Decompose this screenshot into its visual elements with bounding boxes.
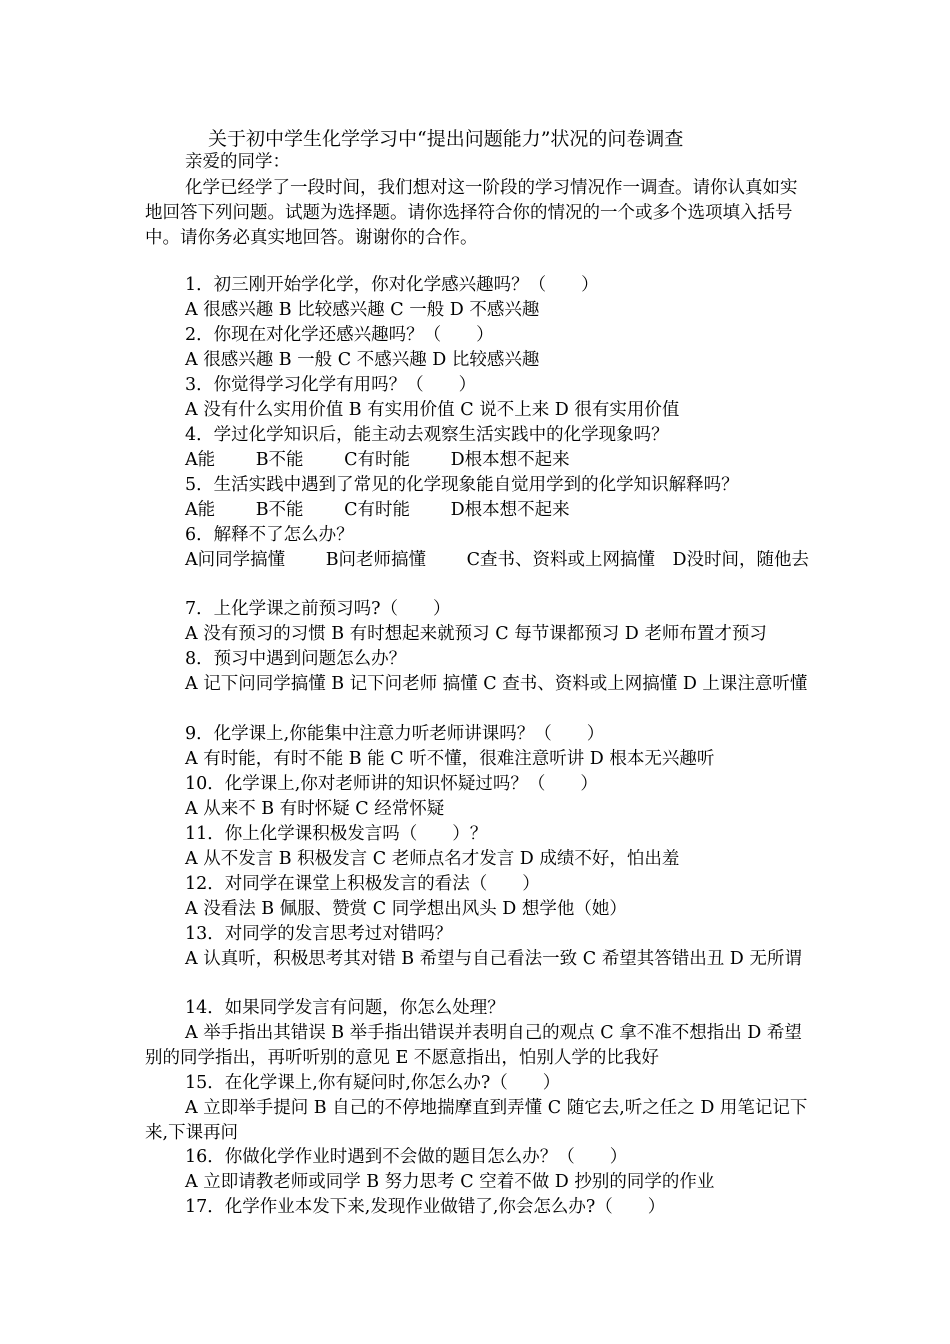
answer-6: A问同学搞懂 B问老师搞懂 C查书、资料或上网搞懂 D没时间，随他去	[185, 550, 810, 570]
question-4: 4．学过化学知识后，能主动去观察生活实践中的化学现象吗？	[185, 425, 669, 445]
answer-3: A 没有什么实用价值 B 有实用价值 C 说不上来 D 很有实用价值	[185, 400, 680, 420]
intro-text: 化学已经学了一段时间，我们想对这一阶段的学习情况作一调查。请你认真如实地回答下列问题。试题为选择题。请你选择符合你的情况的一个或多个选项填入括号中。请你务必真实地回答。谢谢你的合作。	[145, 178, 798, 248]
answer-12: A 没看法 B 佩服、赞赏 C 同学想出风头 D 想学他（她）	[185, 899, 627, 919]
answer-4: A能 B不能 C有时能 D根本想不起来	[185, 450, 570, 470]
question-16: 16．你做化学作业时遇到不会做的题目怎么办？（ ）	[185, 1147, 628, 1167]
answer-13: A 认真听，积极思考其对错 B 希望与自己看法一致 C 希望其答错出丑 D 无所谓	[185, 949, 802, 969]
answer-13-block	[145, 947, 810, 972]
greeting: 亲爱的同学：	[185, 152, 290, 172]
question-9: 9．化学课上,你能集中注意力听老师讲课吗？（ ）	[185, 724, 605, 744]
question-11: 11．你上化学课积极发言吗（ ）？	[185, 824, 488, 844]
document-title: 关于初中学生化学学习中“提出问题能力”状况的问卷调查	[208, 128, 684, 150]
answer-2: A 很感兴趣 B 一般 C 不感兴趣 D 比较感兴趣	[185, 350, 540, 370]
question-3: 3．你觉得学习化学有用吗？（ ）	[185, 375, 477, 395]
question-6: 6．解释不了怎么办？	[185, 525, 354, 545]
answer-15: A 立即举手提问 B 自己的不停地揣摩直到弄懂 C 随它去,听之任之 D 用笔记记下来,下课再问	[145, 1098, 808, 1143]
intro-paragraph	[145, 176, 810, 251]
question-2: 2．你现在对化学还感兴趣吗？（ ）	[185, 325, 494, 345]
answer-14-block	[145, 1021, 810, 1071]
question-10: 10．化学课上,你对老师讲的知识怀疑过吗？（ ）	[185, 774, 598, 794]
question-15: 15．在化学课上,你有疑问时,你怎么办?（ ）	[185, 1073, 561, 1093]
question-13: 13．对同学的发言思考过对错吗？	[185, 924, 453, 944]
question-14: 14．如果同学发言有问题，你怎么处理？	[185, 998, 505, 1018]
answer-16: A 立即请教老师或同学 B 努力思考 C 空着不做 D 抄别的同学的作业	[185, 1172, 715, 1192]
answer-14: A 举手指出其错误 B 举手指出错误并表明自己的观点 C 拿不准不想指出 D 希望别的同学指出，再听听别的意见 E 不愿意指出，怕别人学的比我好	[145, 1023, 802, 1068]
question-12: 12．对同学在课堂上积极发言的看法（ ）	[185, 874, 540, 894]
question-7: 7．上化学课之前预习吗?（ ）	[185, 599, 451, 619]
answer-11: A 从不发言 B 积极发言 C 老师点名才发言 D 成绩不好，怕出羞	[185, 849, 680, 869]
answer-6-block	[145, 548, 810, 573]
question-1: 1．初三刚开始学化学，你对化学感兴趣吗？（ ）	[185, 275, 599, 295]
answer-1: A 很感兴趣 B 比较感兴趣 C 一般 D 不感兴趣	[185, 300, 540, 320]
answer-7: A 没有预习的习惯 B 有时想起来就预习 C 每节课都预习 D 老师布置才预习	[185, 624, 767, 644]
answer-10: A 从来不 B 有时怀疑 C 经常怀疑	[185, 799, 445, 819]
answer-15-block	[145, 1096, 810, 1146]
answer-5: A能 B不能 C有时能 D根本想不起来	[185, 500, 570, 520]
question-5: 5．生活实践中遇到了常见的化学现象能自觉用学到的化学知识解释吗？	[185, 475, 739, 495]
question-17: 17．化学作业本发下来,发现作业做错了,你会怎么办?（ ）	[185, 1197, 666, 1217]
answer-8-block	[145, 672, 810, 697]
answer-8: A 记下问同学搞懂 B 记下问老师 搞懂 C 查书、资料或上网搞懂 D 上课注意听懂	[185, 674, 808, 694]
question-8: 8．预习中遇到问题怎么办？	[185, 649, 407, 669]
answer-9: A 有时能，有时不能 B 能 C 听不懂，很难注意听讲 D 根本无兴趣听	[185, 749, 715, 769]
